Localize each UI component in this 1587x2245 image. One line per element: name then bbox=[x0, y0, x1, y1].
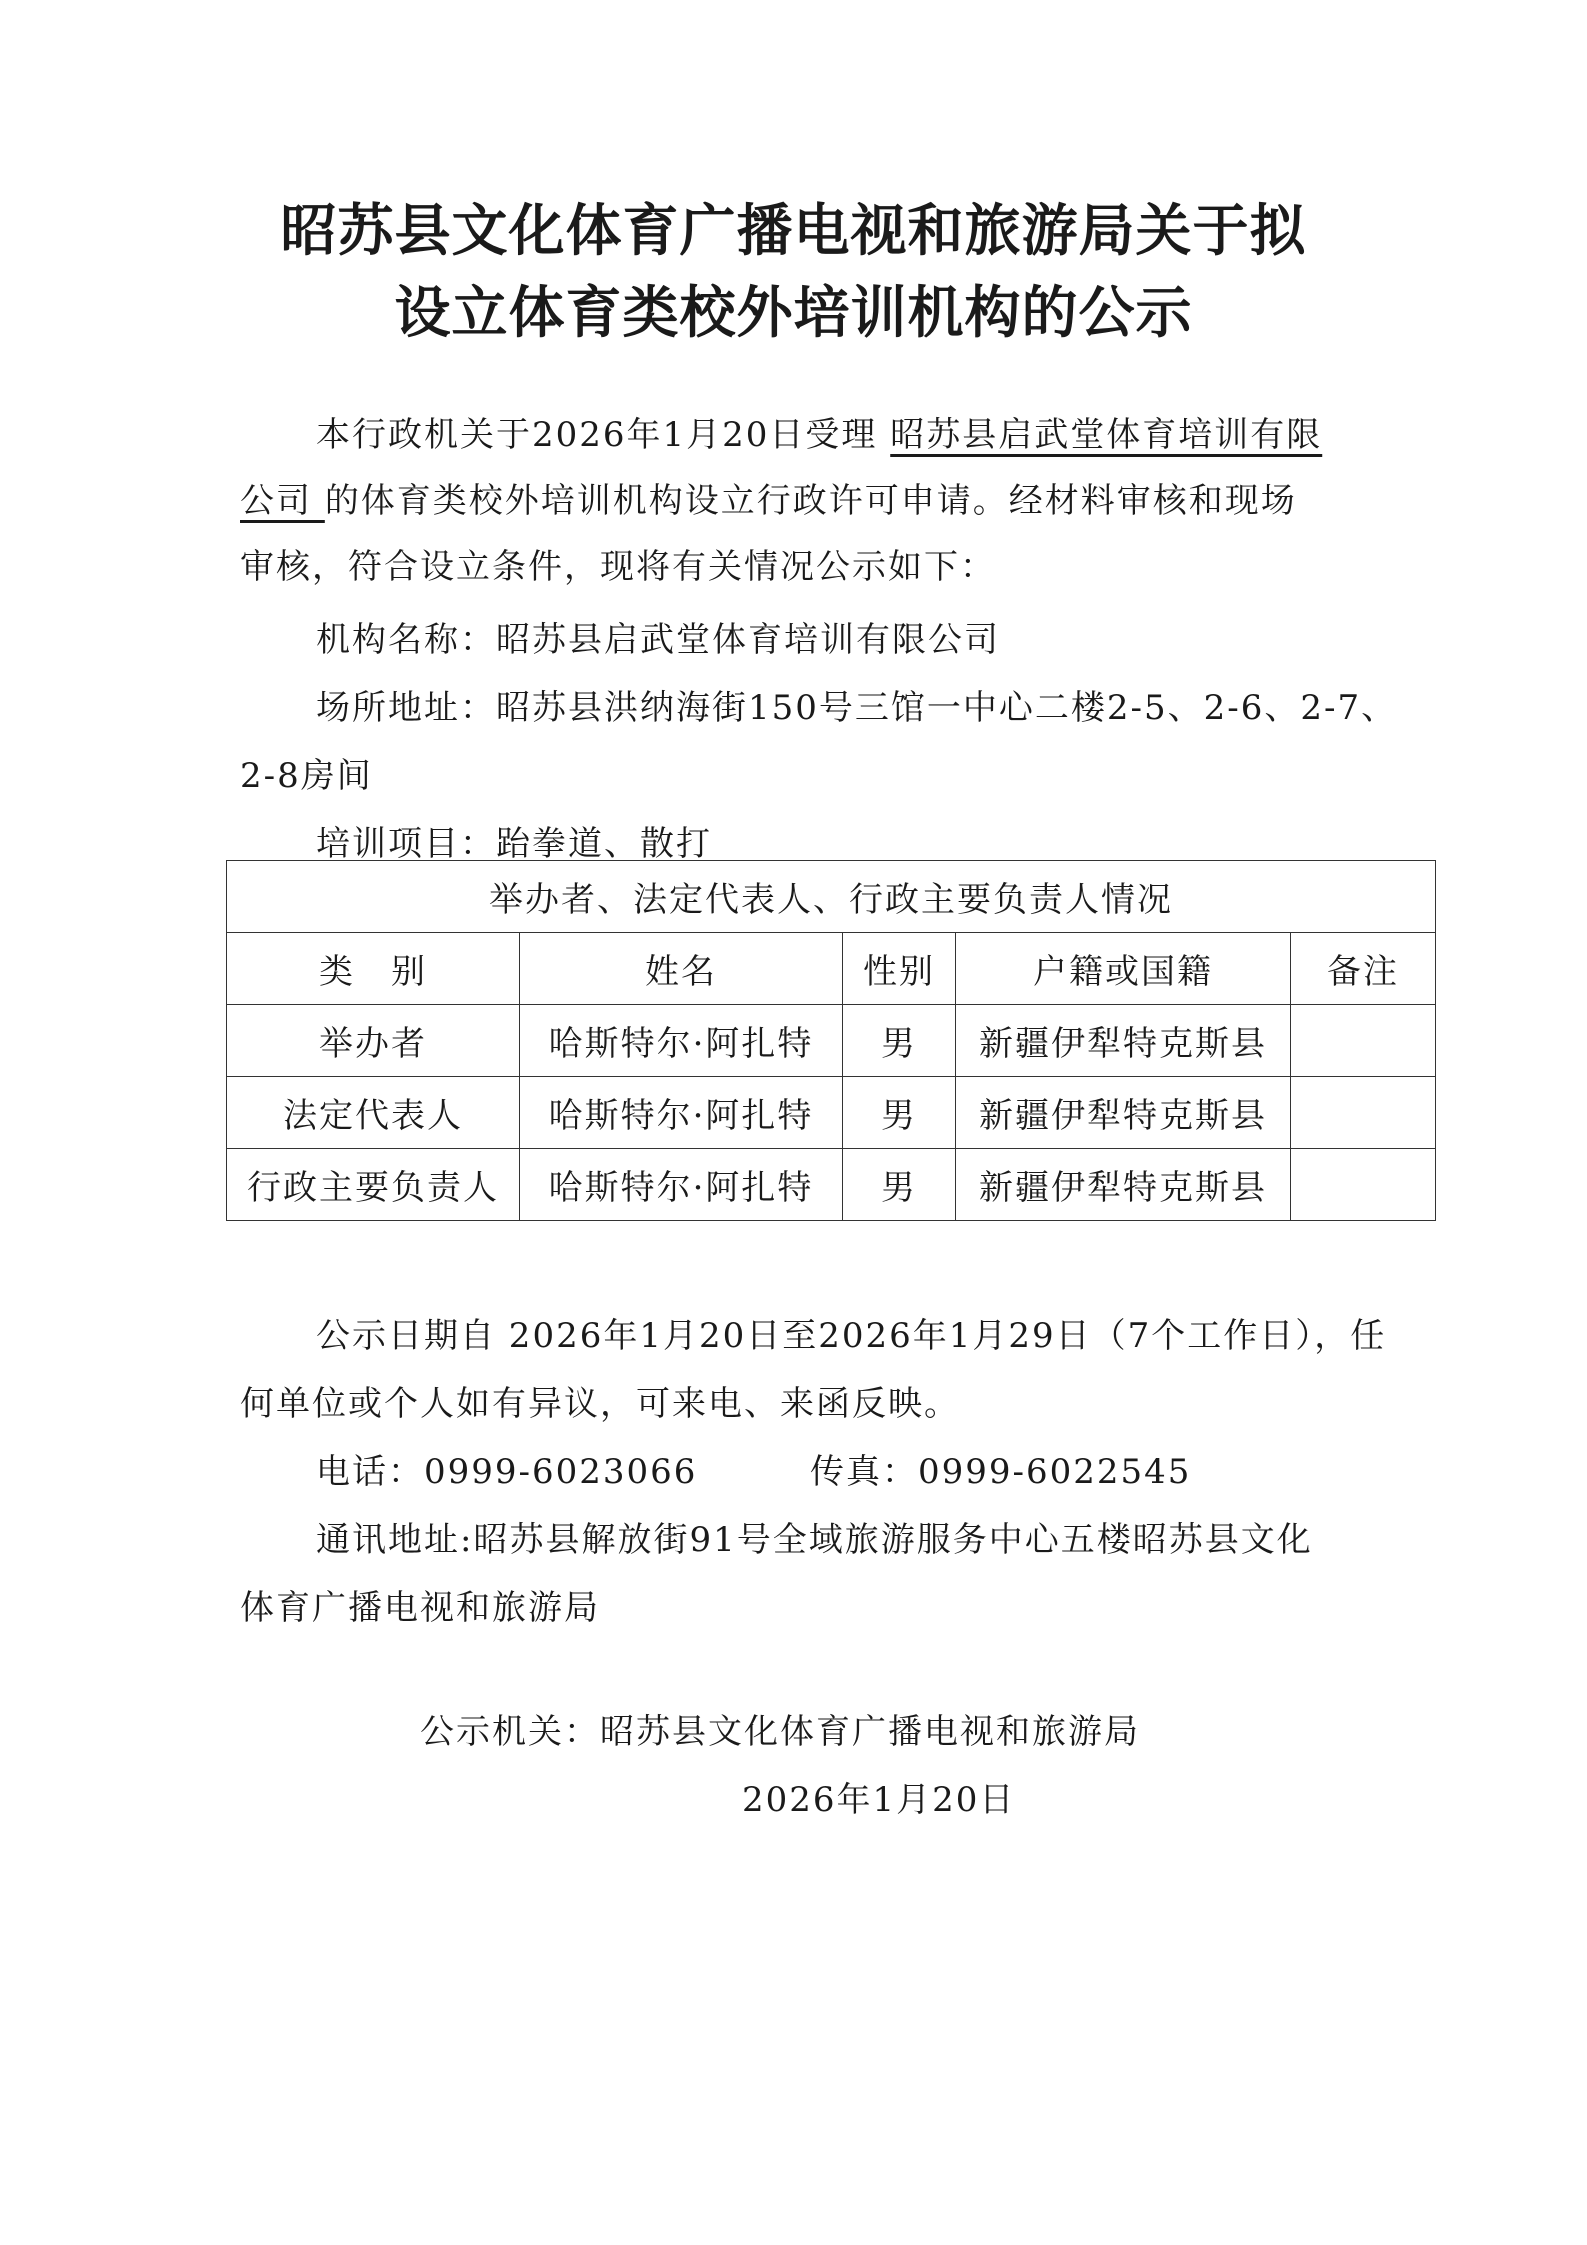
table-row bbox=[227, 1077, 1436, 1149]
cell-gender: 男 bbox=[843, 1149, 956, 1221]
intro-text-start: 本行政机关于2026年1月20日受理 bbox=[316, 415, 891, 455]
title-line-2: 设立体育类校外培训机构的公示 bbox=[394, 280, 1193, 346]
cell-origin: 新疆伊犁特克斯县 bbox=[956, 1005, 1291, 1077]
header-origin: 户籍或国籍 bbox=[956, 933, 1291, 1005]
intro-paragraph bbox=[240, 402, 1350, 600]
cell-category: 举办者 bbox=[227, 1005, 520, 1077]
issuing-authority: 公示机关：昭苏县文化体育广播电视和旅游局 bbox=[420, 1712, 1140, 1752]
cell-gender: 男 bbox=[843, 1005, 956, 1077]
mailing-address-cont: 体育广播电视和旅游局 bbox=[240, 1588, 600, 1628]
organization-name-underlined-1: 昭苏县启武堂体育培训有限 bbox=[890, 415, 1323, 455]
address-field: 场所地址：昭苏县洪纳海街150号三馆一中心二楼2-5、2-6、2-7、 bbox=[316, 688, 1398, 728]
table-row bbox=[227, 1149, 1436, 1221]
organization-name-underlined-2: 公司 bbox=[240, 481, 325, 521]
intro-text-middle: 的体育类校外培训机构设立行政许可申请。经材料审核和现场 bbox=[324, 481, 1297, 521]
header-category: 类 别 bbox=[227, 933, 520, 1005]
document-title bbox=[200, 190, 1387, 354]
cell-remarks bbox=[1291, 1149, 1436, 1221]
cell-name: 哈斯特尔·阿扎特 bbox=[520, 1005, 843, 1077]
cell-remarks bbox=[1291, 1005, 1436, 1077]
personnel-table bbox=[226, 860, 1436, 1221]
cell-name: 哈斯特尔·阿扎特 bbox=[520, 1077, 843, 1149]
table-header-row bbox=[227, 933, 1436, 1005]
title-line-1: 昭苏县文化体育广播电视和旅游局关于拟 bbox=[280, 198, 1307, 264]
contact-fax: 传真：0999-6022545 bbox=[810, 1452, 1192, 1492]
address-field-cont: 2-8房间 bbox=[240, 756, 373, 796]
org-name-field: 机构名称：昭苏县启武堂体育培训有限公司 bbox=[316, 620, 1000, 660]
header-gender: 性别 bbox=[843, 933, 956, 1005]
cell-name: 哈斯特尔·阿扎特 bbox=[520, 1149, 843, 1221]
table-caption: 举办者、法定代表人、行政主要负责人情况 bbox=[227, 861, 1436, 933]
header-name: 姓名 bbox=[520, 933, 843, 1005]
table-caption-row bbox=[227, 861, 1436, 933]
cell-origin: 新疆伊犁特克斯县 bbox=[956, 1077, 1291, 1149]
cell-category: 法定代表人 bbox=[227, 1077, 520, 1149]
cell-category: 行政主要负责人 bbox=[227, 1149, 520, 1221]
program-field: 培训项目：跆拳道、散打 bbox=[316, 824, 712, 864]
issue-date: 2026年1月20日 bbox=[742, 1780, 1016, 1820]
intro-text-end: 审核，符合设立条件，现将有关情况公示如下： bbox=[240, 547, 996, 587]
table-row bbox=[227, 1005, 1436, 1077]
cell-remarks bbox=[1291, 1077, 1436, 1149]
notice-period: 公示日期自 2026年1月20日至2026年1月29日（7个工作日），任 bbox=[316, 1316, 1387, 1356]
contact-phone: 电话：0999-6023066 bbox=[316, 1452, 698, 1492]
notice-period-cont: 何单位或个人如有异议，可来电、来函反映。 bbox=[240, 1384, 960, 1424]
header-remarks: 备注 bbox=[1291, 933, 1436, 1005]
mailing-address: 通讯地址:昭苏县解放街91号全域旅游服务中心五楼昭苏县文化 bbox=[316, 1520, 1313, 1560]
cell-gender: 男 bbox=[843, 1077, 956, 1149]
cell-origin: 新疆伊犁特克斯县 bbox=[956, 1149, 1291, 1221]
